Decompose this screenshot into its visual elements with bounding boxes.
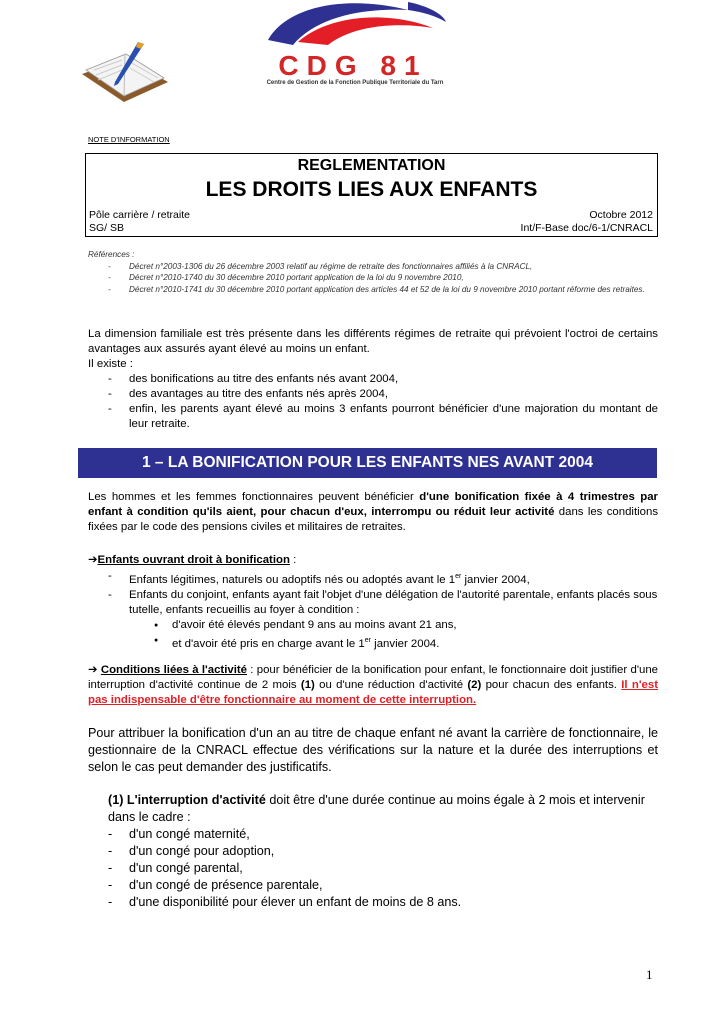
title-box [85, 153, 658, 237]
intro-section [88, 327, 658, 432]
page-title: LES DROITS LIES AUX ENFANTS [205, 178, 538, 201]
reference-item: - Décret n°2010-1741 du 30 décembre 2010 portant application des articles 44 et 52 de la loi du 9 novembre 2010 portant réforme des retraites. [88, 284, 658, 296]
intro-item: - des bonifications au titre des enfants nés avant 2004, [88, 372, 658, 387]
reference-code: Int/F-Base doc/6-1/CNRACL [520, 222, 653, 234]
reference-item: - Décret n°2010-1740 du 30 décembre 2010 portant application de la loi du 9 novembre 2010, [88, 272, 658, 284]
il-existe: Il existe : [88, 358, 133, 370]
bold-span: (2) [467, 679, 482, 691]
enfants-list [88, 569, 658, 652]
date-label: Octobre 2012 [589, 209, 653, 221]
arrow-icon: ➔ [88, 554, 98, 566]
bold-span: d'une bonification fixée à 4 trimestres par enfant à condition qu'ils aient, pour chacun d'eux, interrompu ou réduit leur activité [88, 491, 658, 518]
bold-span: (1) [300, 679, 315, 691]
arrow-icon: ➔ [88, 664, 98, 676]
text-span: doit être d'une durée continue au moins égale à 2 mois et intervenir dans le cadre : [108, 793, 645, 824]
red-emphasis: Il n'est pas indispensable d'être fonctionnaire au moment de cette interruption. [88, 679, 658, 706]
interruption-heading [88, 792, 658, 826]
superscript: er [455, 573, 462, 580]
pole-label: Pôle carrière / retraite [89, 209, 190, 221]
text-span: Les hommes et les femmes fonctionnaires peuvent bénéficier [88, 491, 420, 503]
text-span: dans les conditions fixées par le code des pensions civiles et militaires de retraites. [88, 506, 659, 533]
book-icon [78, 38, 170, 108]
sg-label: SG/ SB [89, 222, 125, 234]
enfants-item: - Enfants du conjoint, enfants ayant fait l'objet d'une délégation de l'autorité parentale, enfants placés sous tutelle, enfants recueillis au foyer à condition : [88, 588, 658, 618]
note-label: NOTE D'INFORMATION [88, 135, 170, 144]
interruption-item: - d'un congé parental, [88, 860, 658, 877]
bold-span: L'interruption d'activité [126, 793, 266, 807]
enfants-heading-text: Enfants ouvrant droit à bonification [97, 554, 290, 566]
intro-paragraph: La dimension familiale est très présente dans les différents régimes de retraite qui prévoient l'octroi de certains avantages aux assurés ayant élevé au moins un enfant. [88, 328, 658, 355]
interruption-item: - d'une disponibilité pour élever un enfant de moins de 8 ans. [88, 894, 658, 911]
section-banner: 1 – LA BONIFICATION POUR LES ENFANTS NES AVANT 2004 [78, 448, 657, 478]
page-number: 1 [646, 967, 653, 982]
text-span: : pour bénéficier de la bonification pour enfant, le fonctionnaire doit justifier d'une interruption d'activité continue de 2 mois [88, 664, 658, 691]
conditions-paragraph [88, 663, 658, 708]
bold-span: (1) [108, 793, 124, 807]
text-span: janvier 2004, [461, 573, 530, 586]
text-span: : [289, 554, 297, 566]
condition-bullet [88, 633, 658, 652]
conditions-heading: Conditions liées à l'activité [100, 664, 247, 676]
interruption-item: - d'un congé de présence parentale, [88, 877, 658, 894]
text-span: Enfants légitimes, naturels ou adoptifs nés ou adoptés avant le 1 [129, 573, 456, 586]
enfants-heading [88, 553, 296, 568]
text-span: pour chacun des enfants. [481, 679, 622, 691]
condition-bullet: ● d'avoir été élevés pendant 9 ans au moins avant 21 ans, [88, 618, 658, 633]
references-label: Références : [88, 250, 135, 259]
text-span: et d'avoir été pris en charge avant le 1 [172, 637, 365, 650]
references [88, 249, 658, 295]
intro-item: - enfin, les parents ayant élevé au moins 3 enfants pourront bénéficier d'une majoration du montant de leur retraite. [88, 402, 658, 432]
interruption-section [88, 792, 658, 911]
logo-subtitle: Centre de Gestion de la Fonction Publique Territoriale du Tarn [266, 80, 444, 86]
text-span: ou d'une réduction d'activité [314, 679, 468, 691]
interruption-item: - d'un congé maternité, [88, 826, 658, 843]
reference-item: - Décret n°2003-1306 du 26 décembre 2003 relatif au régime de retraite des fonctionnaires affiliés à la CNRACL, [88, 261, 658, 273]
intro-item: - des avantages au titre des enfants nés après 2004, [88, 387, 658, 402]
bonification-paragraph [88, 490, 658, 535]
attribuer-paragraph: Pour attribuer la bonification d'un an au titre de chaque enfant né avant la carrière de fonctionnaire, le gestionnaire de la CNRACL effectue des vérifications sur la nature et la durée des interruptions et selon le cas peut demander des justificatifs. [88, 726, 658, 774]
interruption-item: - d'un congé pour adoption, [88, 843, 658, 860]
logo-text: CDG 81 [278, 50, 428, 81]
superscript: er [364, 636, 372, 644]
enfants-item [88, 569, 658, 588]
text-span: janvier 2004. [371, 637, 440, 650]
category-heading: REGLEMENTATION [297, 157, 446, 174]
